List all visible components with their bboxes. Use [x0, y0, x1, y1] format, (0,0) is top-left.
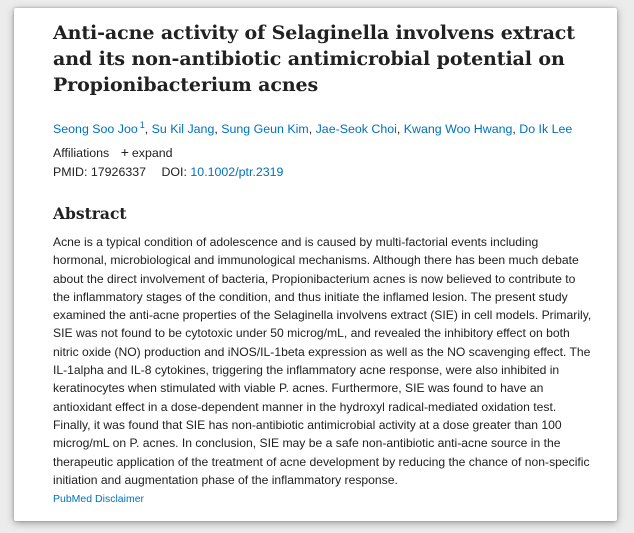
- article-card: [14, 8, 617, 521]
- author-separator: ,: [308, 122, 316, 136]
- author-link[interactable]: Sung Geun Kim: [221, 122, 309, 136]
- pmid-label: PMID:: [53, 165, 88, 179]
- author-link[interactable]: Kwang Woo Hwang: [403, 122, 513, 136]
- author-separator: ,: [396, 122, 404, 136]
- affiliations-label: Affiliations: [53, 146, 110, 160]
- abstract-heading: Abstract: [53, 204, 127, 223]
- pmid-value: 17926337: [90, 165, 147, 179]
- article-title: Anti-acne activity of Selaginella involvens extract and its non-antibiotic antimicrobial potential on Propionibacterium acnes: [53, 22, 575, 96]
- affiliation-ref[interactable]: 1: [139, 120, 145, 130]
- doi-label: DOI:: [161, 165, 187, 179]
- plus-icon: +: [120, 144, 129, 160]
- author-link[interactable]: Jae-Seok Choi: [315, 122, 397, 136]
- author-separator: ,: [512, 122, 520, 136]
- abstract-text: Acne is a typical condition of adolescence and is caused by multi-factorial events including hormonal, microbiological and immunological mechanisms. Although there has been much debate about the direct involvement of bacteria, Propionibacterium acnes is now believed to contribute to the inflammatory stages of the condition, and thus initiate the inflamed lesion. The present study examined the anti-acne properties of the Selaginella involvens extract (SIE) in cell models. Primarily, SIE was not found to be cytotoxic under 50 microg/mL, and revealed the inhibitory effect on both nitric oxide (NO) production and iNOS/IL-1beta expression as well as the NO scavenging effect. The IL-1alpha and IL-8 cytokines, triggering the inflammatory acne response, were also inhibited in keratinocytes when stimulated with viable P. acnes. Furthermore, SIE was found to have an antioxidant effect in a dose-dependent manner in the hydroxyl radical-mediated oxidation test. Finally, it was found that SIE has non-antibiotic antimicrobial activity at a dose greater than 100 microg/mL on P. acnes. In conclusion, SIE may be a safe non-antibiotic anti-acne source in the therapeutic application of the treatment of acne development by reducing the chance of non-specific initiation and augmentation phase of the inflammatory response.: [53, 235, 592, 487]
- author-link[interactable]: Do Ik Lee: [519, 122, 573, 136]
- affiliations-row: [53, 143, 173, 162]
- author-list: [53, 116, 608, 138]
- pubmed-disclaimer-link[interactable]: PubMed Disclaimer: [53, 493, 145, 505]
- author-link[interactable]: Seong Soo Joo: [53, 122, 138, 136]
- author-separator: ,: [144, 122, 152, 136]
- expand-affiliations-button[interactable]: [121, 146, 173, 160]
- author-separator: ,: [214, 122, 222, 136]
- identifiers-row: [53, 163, 283, 181]
- author-link[interactable]: Su Kil Jang: [151, 122, 215, 136]
- doi-link[interactable]: 10.1002/ptr.2319: [190, 165, 284, 179]
- expand-label: expand: [131, 146, 173, 160]
